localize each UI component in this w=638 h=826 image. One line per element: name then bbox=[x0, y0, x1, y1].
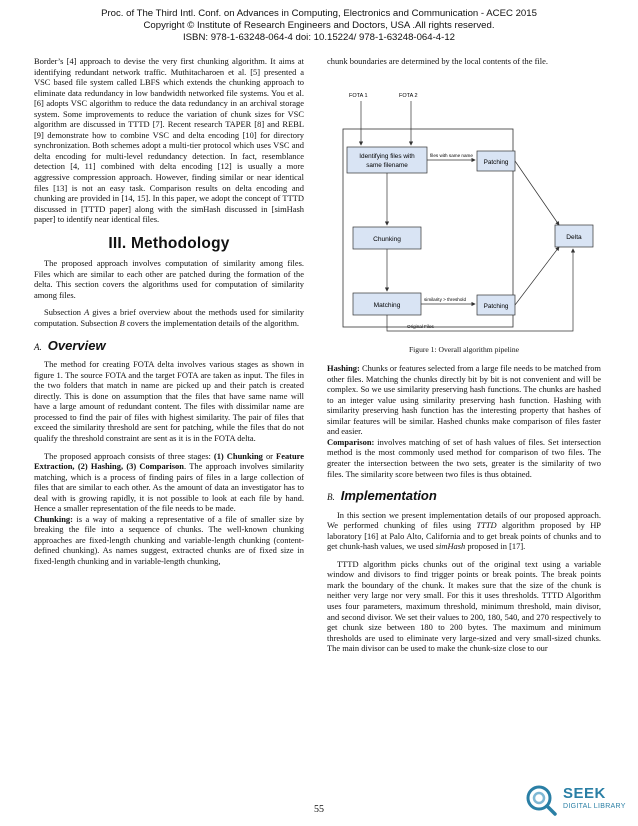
page-number: 55 bbox=[314, 804, 324, 815]
identify-label-line2: same filename bbox=[366, 161, 408, 169]
identify-files-box bbox=[347, 147, 427, 173]
fota2-label: FOTA 2 bbox=[399, 92, 418, 99]
original-files-label: Original Files bbox=[407, 323, 434, 329]
seek-logo-icon bbox=[525, 784, 557, 816]
conference-header-line1: Proc. of The Third Intl. Conf. on Advances in Computing, Electronics and Communication - ACEC 2015 bbox=[101, 8, 537, 19]
methodology-paragraph-1: The proposed approach involves computation of similarity among files. Files which are similar to each other are patched during the formation of the delta. This section covers the algorithms used for computation of similarity among files. bbox=[34, 258, 304, 300]
same-name-edge-label: files with same name bbox=[430, 152, 473, 158]
copyright-line: Copyright © Institute of Research Engineers and Doctors, USA .All rights reserved. bbox=[143, 20, 495, 31]
right-column bbox=[327, 56, 601, 654]
overview-paragraph-2: The proposed approach consists of three stages: (1) Chunking or Feature Extraction, (2) Hashing, (3) Comparison. The approach involves similarity matching, which is a process of finding pairs of files in a large collection of files that are similar to each other. As the amount of data an investigator has to deal with is growing rapidly, it is not possible to look at each file by hand. Hence a smaller representation of the file needs to be made. bbox=[34, 450, 305, 514]
logo-subtitle: DIGITAL LIBRARY bbox=[563, 803, 626, 810]
chunking-label: Chunking bbox=[373, 235, 401, 243]
section-title-methodology: III. Methodology bbox=[108, 234, 230, 252]
figure-pipeline-diagram bbox=[327, 73, 601, 341]
delta-label: Delta bbox=[566, 233, 582, 241]
continued-paragraph: chunk boundaries are determined by the local contents of the file. bbox=[327, 56, 548, 66]
seek-digital-library-logo[interactable] bbox=[525, 780, 635, 820]
patching-label-1: Patching bbox=[483, 158, 509, 166]
original-files-path bbox=[387, 249, 573, 331]
implementation-paragraph: In this section we present implementation details of our proposed approach. We performed chunking of files using TTTD algorithm proposed by HP laboratory [16] at Palo Alto, California and to get break points of chunks and to get chunk-hash values, we used simHash proposed in [17]. bbox=[327, 509, 601, 552]
matching-label: Matching bbox=[373, 301, 401, 309]
patching1-to-delta-arrow bbox=[515, 161, 559, 225]
logo-name: SEEK bbox=[563, 785, 606, 802]
threshold-edge-label: similarity > threshold bbox=[424, 296, 466, 302]
left-column bbox=[34, 56, 304, 567]
subsection-title-overview: A. Overview bbox=[34, 337, 106, 353]
patching-label-2: Patching bbox=[483, 302, 509, 310]
isbn-line: ISBN: 978-1-63248-064-4 doi: 10.15224/ 978-1-63248-064-4-12 bbox=[182, 32, 456, 43]
fota1-label: FOTA 1 bbox=[349, 92, 368, 99]
subsection-title-implementation: B. Implementation bbox=[327, 488, 437, 504]
tttd-paragraph: TTTD algorithm picks chunks out of the original text using a variable window and divisors to find trigger points or break points. The break points mark the boundary of the chunk. It makes sure that the size of the chunk is neither very large nor very small. For this it uses thresholds. TTTD Algorithm uses four parameters, maximum threshold, minimum threshold, main divisor, and second divisor. We set their values to 200, 180, 540, and 270 respectively to get chunk size between 180 to 200 bytes. The maximum and minimum thresholds are used to eliminate very large-sized and very small-sized chunks. The main divisor can be used to make the chunk-size close to our bbox=[327, 558, 601, 654]
chunking-paragraph: Chunking: is a way of making a representative of a file of smaller size by breaking the file into a sequence of chunks. The well-known chunking approaches are fixed-length chunking and variable-length chunking (content-defined chunking). As names suggest, extracted chunks are of fixed size in fixed-length chunking and in variable-length chunking, bbox=[34, 513, 304, 566]
overview-paragraph-1: The method for creating FOTA delta involves various stages as shown in figure 1. The source FOTA and the target FOTA are taken as input. The files in the two folders that match in name are picked up and their patch is created directly. This is done on assumption that the files that have same name will have a large amount of redundant content. The files with dissimilar name are processed to find the pair of files with highest similarity. The pair of files that exceed the similarity threshold are sent for patching, while the files that do not qualify the threshold constraint are sent as it is in the FOTA delta. bbox=[34, 359, 304, 443]
identify-label-line1: Identifying files with bbox=[359, 152, 415, 160]
methodology-paragraph-2: Subsection A gives a brief overview about the methods used for similarity computation. Subsection B covers the implementation details of the algorithm. bbox=[34, 307, 304, 329]
comparison-paragraph: Comparison: involves matching of set of hash values of files. Set intersection method is the most commonly used method for comparison of two files. The greater the intersection between the two sets, greater is the similarity of two files. The similarity score between two files is thus obtained. bbox=[327, 436, 601, 479]
patching2-to-delta-arrow bbox=[515, 247, 559, 305]
hashing-paragraph: Hashing: Chunks or features selected from a large file needs to be matched from other files. Matching the chunks directly bit by bit is not convenient and will be complex. So we use similarity preserving hash functions. The chunks are hashed to an integer value using similarity preserving hash function. Hashing with similarity preserving hash function has the interesting property that hashes of similar features will be similar. Hashed chunks make comparison of files faster and easier. bbox=[327, 363, 601, 437]
pipeline-diagram-svg bbox=[327, 73, 601, 341]
intro-paragraph: Border’s [4] approach to devise the very first chunking algorithm. It aims at identifying redundant network traffic. Muthitacharoen et al. [5] presented a VSC based file system called LBFS which extends the chunking approach to eliminate data redundancy in low bandwidth networked file systems. You et al. [6] adopts VSC algorithm to reduce the data redundancy in an archival storage system. Some improvements to reduce the variation of chunk sizes for VSC algorithm are discussed in TTTD [7]. Recent research TAPER [8] and REBL [9] demonstrate how to combine VSC and delta encoding [10] for directory synchronization. Both schemes adopt a multi-tier protocol which uses VSC and delta encoding for multi-level redundancy detection. In fact, resemblance detection [4, 11] combined with delta encoding [12] is usually a more aggressive compression approach. However, finding similar or near identical files [13] is not an easy task. Comparison results on delta encoding and chunking are provided in [14, 15]. In this paper, we adopt the concept of TTTD discussed in [TTTD paper] along with the simHash discussed in [simHash paper] to identify near identical files. bbox=[34, 56, 304, 225]
figure-caption: Figure 1: Overall algorithm pipeline bbox=[408, 344, 520, 354]
